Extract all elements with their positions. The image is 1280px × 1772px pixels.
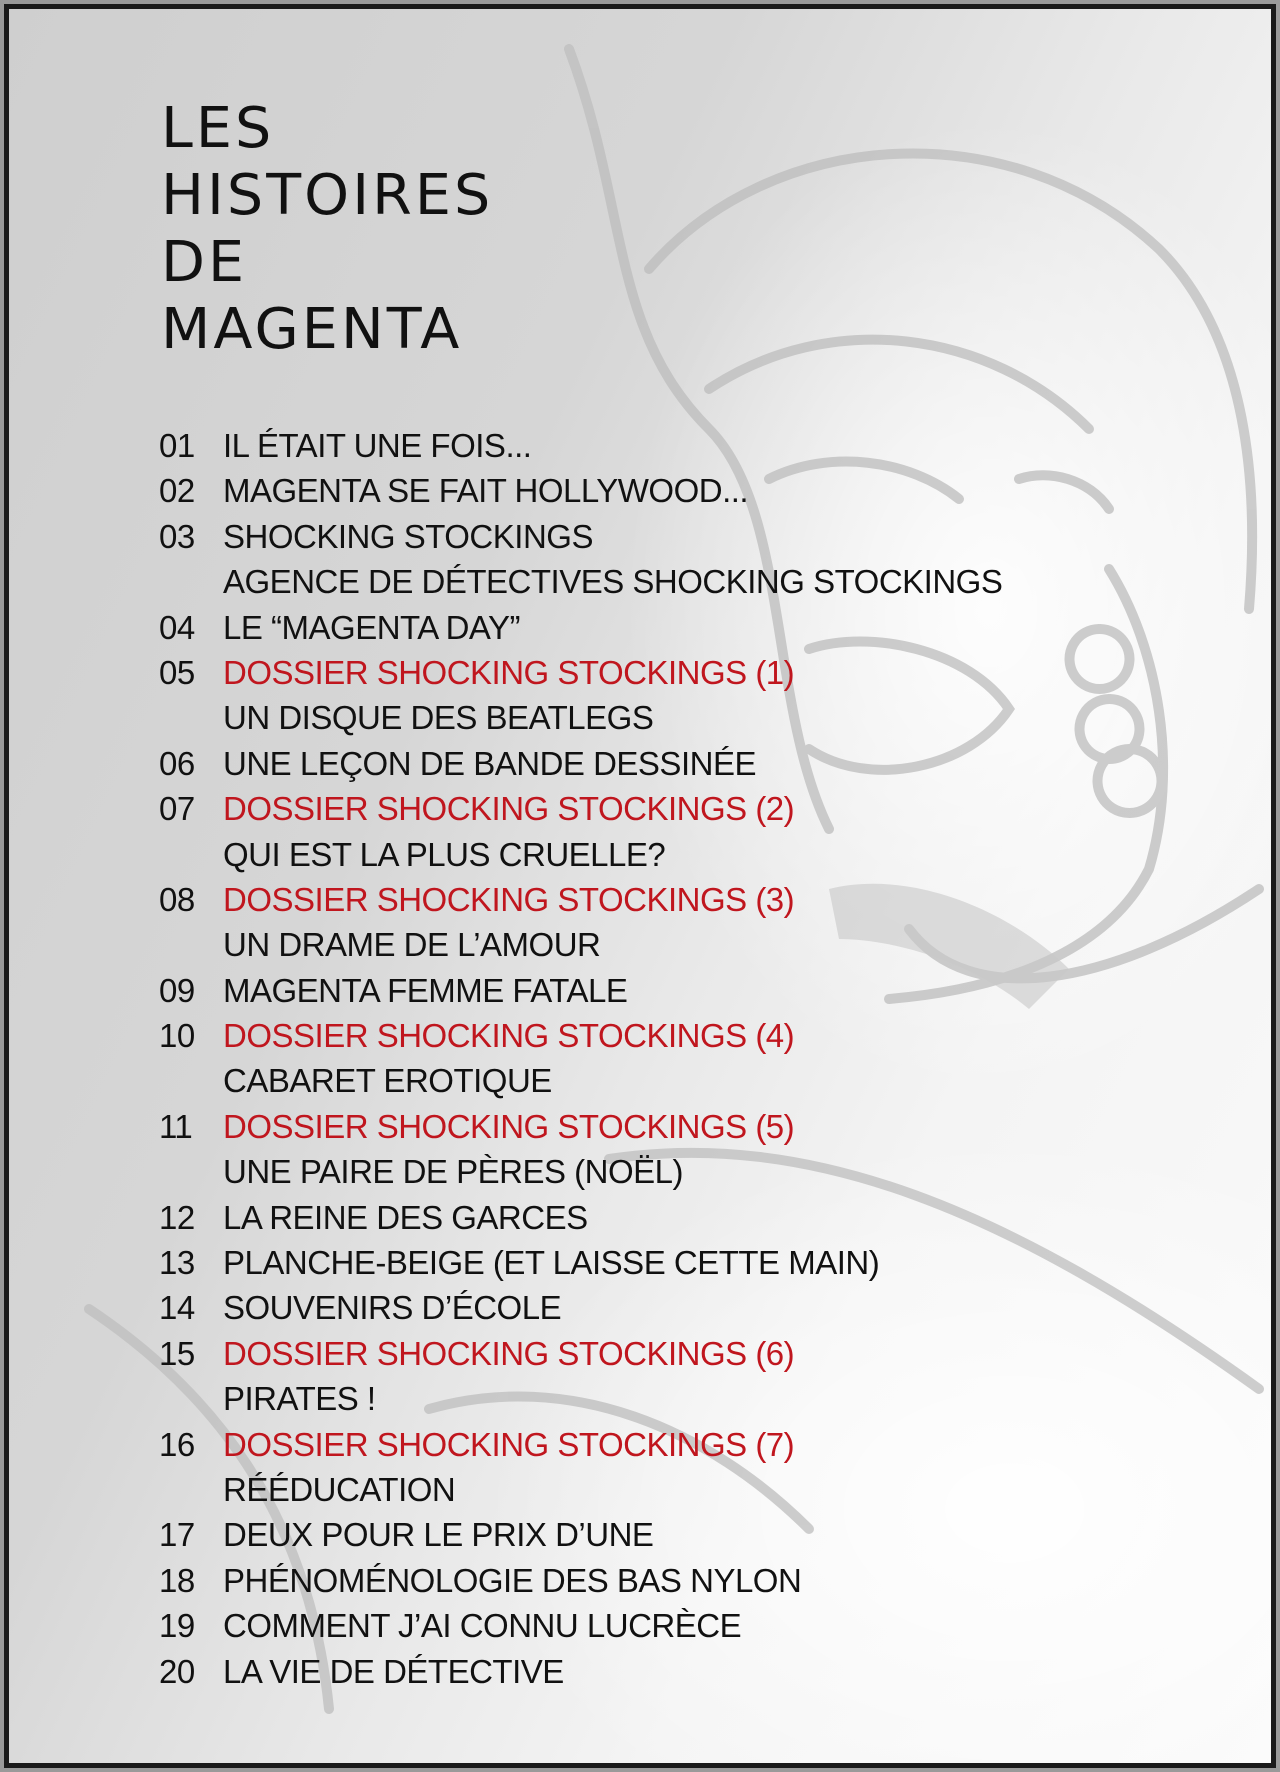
toc-entry-dossier-title: DOSSIER SHOCKING STOCKINGS (3) [223, 880, 795, 918]
toc-entry-dossier-title: DOSSIER SHOCKING STOCKINGS (7) [223, 1425, 795, 1463]
toc-entry-dossier-title: DOSSIER SHOCKING STOCKINGS (5) [223, 1107, 795, 1145]
toc-entry-number: 06 [159, 744, 195, 782]
toc-entry-title: MAGENTA FEMME FATALE [223, 971, 628, 1009]
title-line: LES [161, 96, 275, 161]
toc-entry-title: SOUVENIRS D’ÉCOLE [223, 1289, 562, 1327]
toc-entry-number: 20 [159, 1652, 195, 1690]
toc-entry-dossier-title: DOSSIER SHOCKING STOCKINGS (1) [223, 653, 795, 691]
toc-entry-title: QUI EST LA PLUS CRUELLE? [223, 835, 666, 873]
toc-entry-title: UN DRAME DE L’AMOUR [223, 926, 601, 964]
title-line: HISTOIRES [161, 163, 494, 228]
book-title [161, 95, 493, 363]
toc-entry-title: UNE LEÇON DE BANDE DESSINÉE [223, 744, 756, 782]
toc-entry-number: 04 [159, 608, 195, 646]
toc-entry-number: 14 [159, 1289, 195, 1327]
toc-entry-number: 05 [159, 653, 195, 691]
toc-entry-title: LE “MAGENTA DAY” [223, 608, 520, 646]
toc-entry-dossier-title: DOSSIER SHOCKING STOCKINGS (4) [223, 1017, 795, 1055]
toc-entry-dossier-title: DOSSIER SHOCKING STOCKINGS (2) [223, 790, 795, 828]
toc-entry-title: PLANCHE-BEIGE (ET LAISSE CETTE MAIN) [223, 1244, 880, 1282]
toc-entry-number: 10 [159, 1017, 195, 1055]
toc-entry-number: 11 [159, 1107, 193, 1145]
toc-entry-title: UNE PAIRE DE PÈRES (NOËL) [223, 1153, 683, 1191]
page-frame [4, 4, 1276, 1768]
toc-entry-number: 08 [159, 880, 195, 918]
toc-entry-number: 07 [159, 790, 195, 828]
toc-entry-title: PIRATES ! [223, 1380, 376, 1418]
toc-entry-number: 02 [159, 472, 195, 510]
toc-entry-number: 15 [159, 1334, 195, 1372]
toc-entry-number: 03 [159, 517, 195, 555]
toc-entry-number: 01 [159, 427, 195, 464]
toc-entry-title: CABARET EROTIQUE [223, 1062, 552, 1100]
toc-entry-number: 13 [159, 1244, 195, 1282]
toc-entry-number: 18 [159, 1561, 195, 1599]
title-line: MAGENTA [161, 297, 463, 362]
toc-entry-title: COMMENT J’AI CONNU LUCRÈCE [223, 1607, 742, 1645]
toc-entry-dossier-title: DOSSIER SHOCKING STOCKINGS (6) [223, 1334, 795, 1372]
toc-entry-number: 16 [159, 1425, 195, 1463]
toc-entry-title: IL ÉTAIT UNE FOIS... [223, 427, 532, 464]
toc-entry-title: UN DISQUE DES BEATLEGS [223, 699, 654, 737]
title-line: DE [161, 230, 248, 295]
toc-entry-title: DEUX POUR LE PRIX D’UNE [223, 1516, 654, 1554]
toc-entry-number: 19 [159, 1607, 195, 1645]
toc-entry-title: LA VIE DE DÉTECTIVE [223, 1652, 564, 1690]
toc-entry-title: MAGENTA SE FAIT HOLLYWOOD... [223, 472, 749, 510]
toc-entry-number: 09 [159, 971, 195, 1009]
toc-entry-title: RÉÉDUCATION [223, 1470, 456, 1508]
toc-entry-title: SHOCKING STOCKINGS [223, 517, 593, 555]
toc-entry-title: LA REINE DES GARCES [223, 1198, 588, 1236]
toc-entry-title: PHÉNOMÉNOLOGIE DES BAS NYLON [223, 1561, 802, 1599]
toc-entry-title: AGENCE DE DÉTECTIVES SHOCKING STOCKINGS [223, 563, 1003, 601]
toc-entry-number: 17 [159, 1516, 195, 1554]
toc-entry-number: 12 [159, 1198, 195, 1236]
